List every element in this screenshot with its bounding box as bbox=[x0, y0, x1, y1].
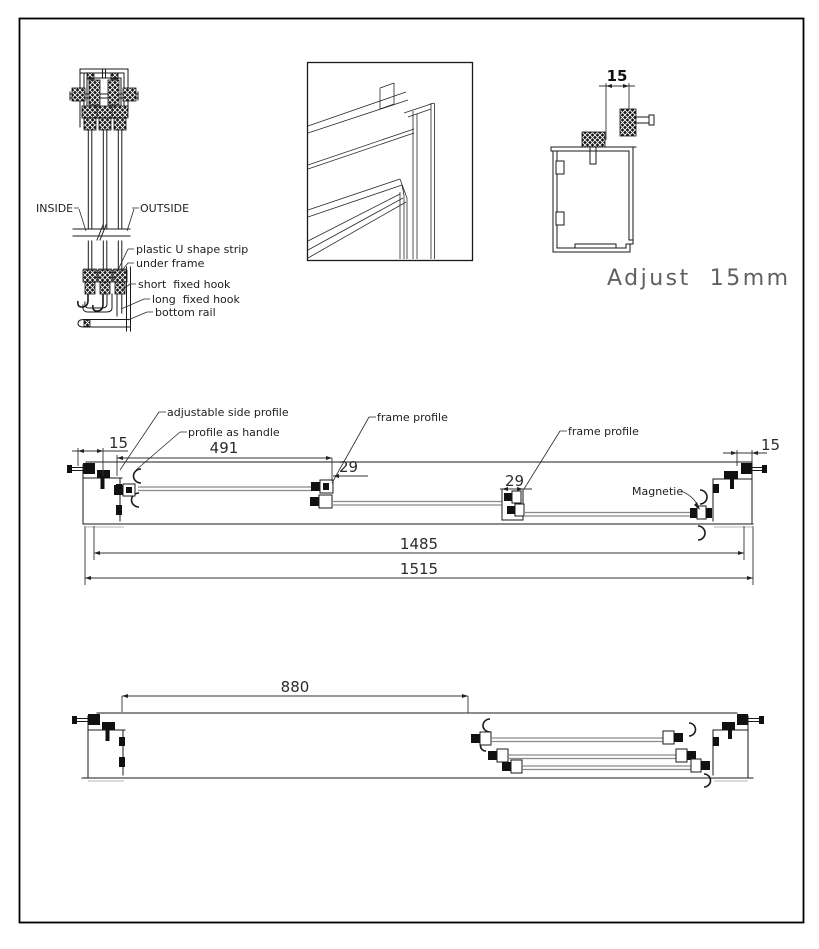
plan-view-bottom bbox=[72, 678, 764, 787]
dim-1485: 1485 bbox=[399, 535, 439, 553]
panel-connector-1 bbox=[310, 480, 333, 508]
callout-short-fixed-hook: short fixed hook bbox=[138, 278, 231, 291]
callout-plastic-u-shape-strip: plastic U shape strip bbox=[136, 243, 249, 256]
dim-491: 491 bbox=[209, 439, 239, 457]
adjust-caption: Adjust 15mm bbox=[607, 266, 791, 291]
callout-bottom-rail: bottom rail bbox=[155, 306, 216, 319]
corner-detail bbox=[308, 63, 473, 261]
dim-1515: 1515 bbox=[399, 560, 439, 578]
panel-2 bbox=[333, 502, 503, 506]
plan-view-top bbox=[67, 406, 780, 585]
magnetic-connector bbox=[690, 490, 712, 540]
corner-detail-frame bbox=[308, 63, 473, 261]
dim-29-b: 29 bbox=[505, 472, 525, 490]
panel-1 bbox=[138, 487, 312, 491]
dim-880: 880 bbox=[280, 678, 310, 696]
dimensions-top-plan bbox=[72, 434, 780, 585]
right-end-cap bbox=[713, 463, 767, 524]
adjust-detail bbox=[551, 67, 791, 291]
frame-profile-connector bbox=[502, 489, 524, 520]
stacked-panels bbox=[471, 719, 711, 787]
left-end-cap bbox=[67, 463, 122, 524]
section-detail bbox=[36, 69, 248, 331]
dim-15-right: 15 bbox=[761, 436, 781, 454]
callout-frame-profile-a: frame profile bbox=[377, 411, 448, 424]
callout-under-frame: under frame bbox=[136, 257, 205, 270]
left-end-cap-bottom bbox=[72, 714, 125, 778]
callout-adjustable-side-profile: adjustable side profile bbox=[167, 406, 289, 419]
panel-3 bbox=[524, 513, 690, 517]
dim-29-a: 29 bbox=[339, 458, 359, 476]
callout-long-fixed-hook: long fixed hook bbox=[152, 293, 240, 306]
dim-adjust-15: 15 bbox=[606, 67, 628, 85]
handle-profile bbox=[114, 469, 141, 507]
outside-label: OUTSIDE bbox=[140, 202, 190, 215]
inside-label: INSIDE bbox=[36, 202, 74, 215]
dim-15-left: 15 bbox=[109, 434, 129, 452]
right-end-cap-bottom bbox=[713, 714, 764, 778]
dimension-880 bbox=[122, 678, 468, 713]
callout-frame-profile-b: frame profile bbox=[568, 425, 639, 438]
callout-profile-as-handle: profile as handle bbox=[188, 426, 280, 439]
callout-magnetic: Magnetie bbox=[632, 485, 684, 498]
